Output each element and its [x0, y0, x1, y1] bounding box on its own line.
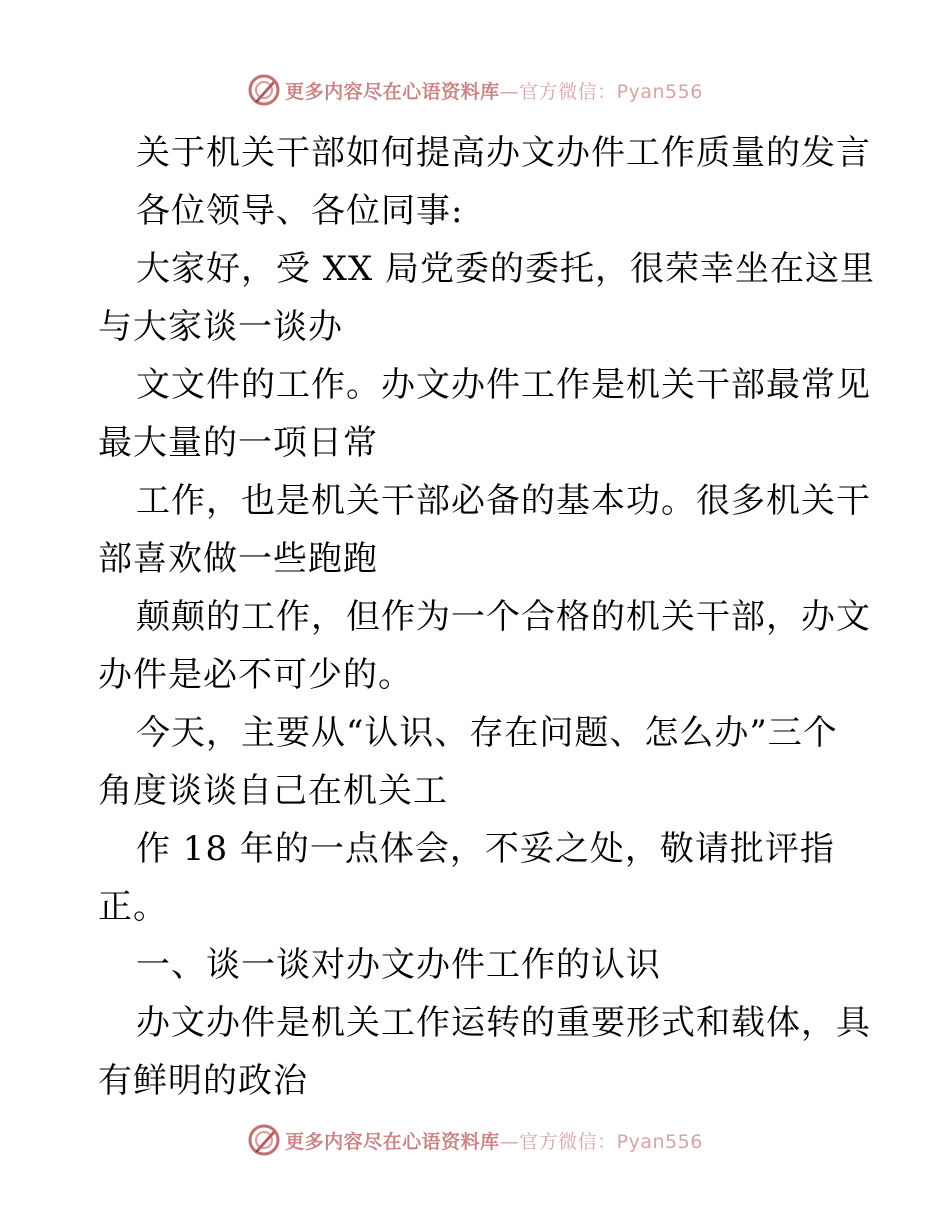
- paragraph-line: 办件是必不可少的。: [98, 655, 413, 695]
- paragraph-line: 最大量的一项日常: [98, 423, 378, 463]
- paragraph-line: 正。: [98, 887, 168, 927]
- watermark-brand: 更多内容尽在心语资料库: [285, 80, 500, 103]
- paragraph-line: 作 18 年的一点体会，不妥之处，敬请批评指: [136, 829, 835, 869]
- paragraph-line: 办文办件是机关工作运转的重要形式和载体，具: [136, 1003, 871, 1043]
- watermark-contact: —官方微信：Pyan556: [499, 1130, 703, 1153]
- watermark-brand: 更多内容尽在心语资料库: [285, 1130, 500, 1153]
- header-watermark: [0, 70, 950, 110]
- pen-logo-icon: [247, 73, 281, 107]
- paragraph-line: 大家好，受 XX 局党委的委托，很荣幸坐在这里: [136, 249, 876, 289]
- watermark-contact: —官方微信：Pyan556: [499, 80, 703, 103]
- document-title: 关于机关干部如何提高办文办件工作质量的发言: [136, 133, 871, 173]
- document-body: [98, 124, 876, 1110]
- paragraph-line: 与大家谈一谈办: [98, 307, 343, 347]
- paragraph-line: 有鲜明的政治: [98, 1061, 308, 1101]
- paragraph-line: 文文件的工作。办文办件工作是机关干部最常见: [136, 365, 871, 405]
- footer-watermark: [0, 1120, 950, 1160]
- watermark-text: [285, 77, 703, 104]
- watermark-text: [285, 1127, 703, 1154]
- pen-logo-icon: [247, 1123, 281, 1157]
- paragraph-line: 部喜欢做一些跑跑: [98, 539, 378, 579]
- paragraph-line: 角度谈谈自己在机关工: [98, 771, 448, 811]
- paragraph-line: 今天，主要从“认识、存在问题、怎么办”三个: [136, 713, 838, 753]
- salutation: 各位领导、各位同事:: [136, 191, 464, 231]
- paragraph-line: 工作，也是机关干部必备的基本功。很多机关干: [136, 481, 871, 521]
- section-heading: 一、谈一谈对办文办件工作的认识: [136, 945, 661, 985]
- paragraph-line: 颠颠的工作，但作为一个合格的机关干部，办文: [136, 597, 871, 637]
